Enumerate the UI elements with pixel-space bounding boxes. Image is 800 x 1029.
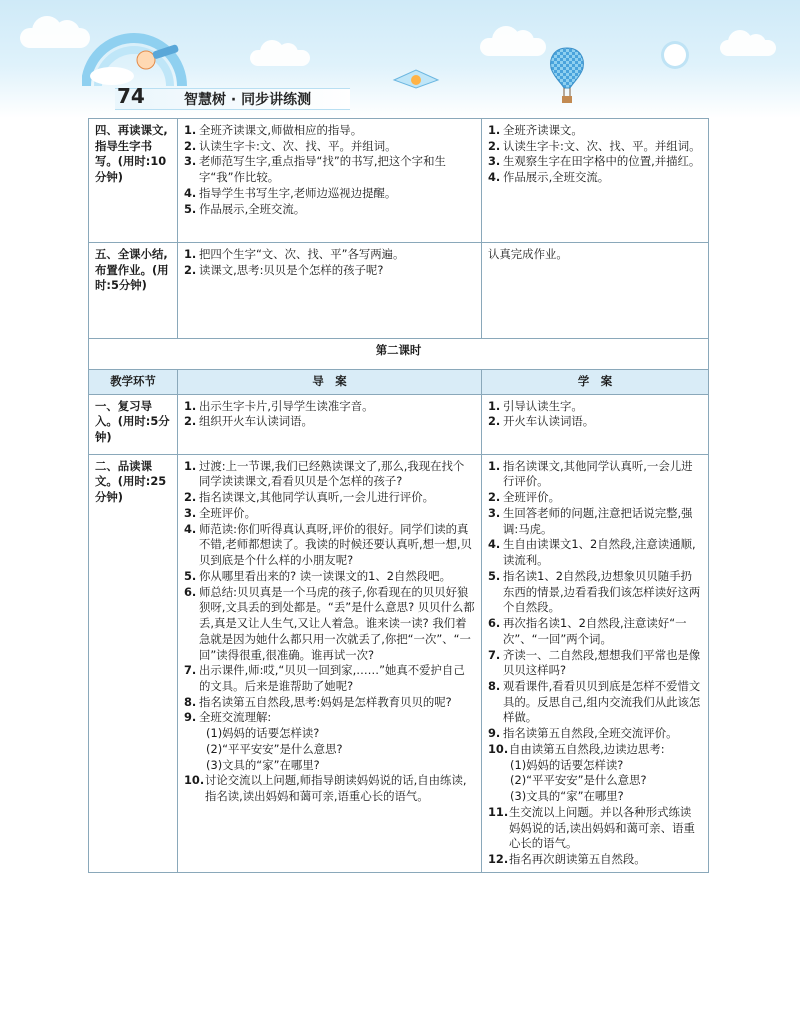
stage-cell: 二、品读课文。(用时:25分钟) bbox=[89, 454, 178, 872]
list-item bbox=[488, 506, 702, 537]
column-header-stage: 教学环节 bbox=[89, 370, 178, 395]
section-title: 第二课时 bbox=[89, 339, 709, 370]
item-text: 过渡:上一节课,我们已经熟读课文了,那么,我现在找个同学读读课文,看看贝贝是个怎样的孩子? bbox=[199, 458, 465, 489]
item-number: 2. bbox=[184, 262, 197, 277]
item-number: 8. bbox=[184, 694, 197, 709]
item-text: 指名读第五自然段,全班交流评价。 bbox=[503, 726, 678, 741]
list-subitem bbox=[184, 758, 475, 774]
list-item bbox=[184, 399, 475, 415]
item-number: 10. bbox=[488, 741, 509, 756]
table-header-row bbox=[89, 370, 709, 395]
list-item bbox=[488, 139, 702, 155]
item-number: 2. bbox=[184, 138, 197, 153]
list-item bbox=[488, 399, 702, 415]
guide-cell bbox=[178, 454, 482, 872]
item-number: 9. bbox=[184, 710, 197, 725]
table-row bbox=[89, 119, 709, 243]
list-item bbox=[184, 459, 475, 490]
item-number: 3. bbox=[488, 505, 501, 520]
item-number: 4. bbox=[488, 170, 501, 185]
item-number: 6. bbox=[488, 616, 501, 631]
item-text: 师范读:你们听得真认真呀,评价的很好。同学们读的真不错,老师都想读了。我读的时候还要认真听,想一想,贝贝到底是个什么样的小朋友呢? bbox=[199, 521, 472, 568]
list-item bbox=[488, 852, 702, 868]
item-text: 再次指名读1、2自然段,注意读好“一次”、“一回”两个词。 bbox=[503, 616, 687, 646]
list-item bbox=[184, 695, 475, 711]
list-item bbox=[184, 569, 475, 585]
list-item bbox=[488, 569, 702, 616]
study-cell bbox=[482, 454, 709, 872]
item-text: 指名读1、2自然段,边想象贝贝随手扔东西的情景,边看看我们该怎样读好这两个自然段。 bbox=[503, 568, 701, 615]
column-header-guide: 导 案 bbox=[178, 370, 482, 395]
list-item bbox=[488, 742, 702, 758]
list-item bbox=[184, 663, 475, 694]
item-number: 6. bbox=[184, 584, 197, 599]
cloud-icon bbox=[250, 50, 310, 66]
list-subitem bbox=[488, 789, 702, 805]
item-text: 出示生字卡片,引导学生读准字音。 bbox=[199, 398, 374, 413]
item-text: 观看课件,看看贝贝到底是怎样不爱惜文具的。反思自己,组内交流我们从此该怎样做。 bbox=[503, 679, 701, 725]
item-text: 认读生字卡:文、次、找、平。并组词。 bbox=[503, 138, 701, 153]
list-item bbox=[184, 123, 475, 139]
item-text: 指导学生书写生字,老师边巡视边提醒。 bbox=[199, 185, 397, 200]
item-text: 全班评价。 bbox=[503, 490, 560, 505]
item-number: 3. bbox=[184, 505, 197, 520]
list-item bbox=[184, 247, 475, 263]
item-number: 2. bbox=[184, 414, 197, 429]
item-text: 生回答老师的问题,注意把话说完整,强调:马虎。 bbox=[503, 505, 693, 536]
item-text: 出示课件,师:哎,“贝贝一回到家,……”她真不爱护自己的文具。后来是谁帮助了她呢? bbox=[199, 663, 465, 694]
item-number: 11. bbox=[488, 804, 509, 819]
item-text: 全班齐读课文。 bbox=[503, 123, 583, 137]
list-item bbox=[184, 490, 475, 506]
list-item bbox=[488, 490, 702, 506]
list-item bbox=[184, 139, 475, 155]
cloud-icon bbox=[480, 38, 546, 56]
item-number: 1. bbox=[184, 123, 197, 137]
item-text: 引导认读生字。 bbox=[503, 398, 583, 413]
item-text: 老师范写生字,重点指导“找”的书写,把这个字和生字“我”作比较。 bbox=[199, 154, 446, 185]
item-number: 1. bbox=[184, 398, 197, 413]
item-number: 2. bbox=[184, 490, 197, 505]
item-number: 1. bbox=[488, 458, 501, 473]
item-text: (1)妈妈的话要怎样读? bbox=[206, 726, 320, 741]
item-text: 作品展示,全班交流。 bbox=[199, 201, 306, 216]
hot-air-balloon-icon bbox=[548, 46, 586, 106]
item-number: 7. bbox=[488, 647, 501, 662]
list-item bbox=[488, 459, 702, 490]
list-subitem bbox=[184, 742, 475, 758]
study-cell bbox=[482, 119, 709, 243]
item-text: (3)文具的“家”在哪里? bbox=[510, 789, 624, 804]
item-number: 2. bbox=[488, 414, 501, 429]
list-item bbox=[488, 805, 702, 852]
item-text: 全班齐读课文,师做相应的指导。 bbox=[199, 123, 363, 137]
list-subitem bbox=[488, 758, 702, 774]
list-item bbox=[184, 585, 475, 664]
list-item bbox=[184, 154, 475, 185]
item-text: 把四个生字“文、次、找、平”各写两遍。 bbox=[199, 247, 405, 261]
page-number: 74 bbox=[117, 84, 145, 108]
book-title: 智慧树 · 同步讲练测 bbox=[184, 92, 312, 108]
stage-cell: 五、全课小结,布置作业。(用时:5分钟) bbox=[89, 243, 178, 339]
item-text: 指名再次朗读第五自然段。 bbox=[509, 852, 646, 867]
list-item bbox=[488, 170, 702, 186]
table-row bbox=[89, 243, 709, 339]
list-item bbox=[184, 263, 475, 279]
study-cell: 认真完成作业。 bbox=[482, 243, 709, 339]
item-number: 9. bbox=[488, 726, 501, 741]
item-number: 5. bbox=[184, 201, 197, 216]
list-item bbox=[488, 123, 702, 139]
item-number: 2. bbox=[488, 490, 501, 505]
item-text: 师总结:贝贝真是一个马虎的孩子,你看现在的贝贝好狼狈呀,文具丢的到处都是。“丢”是什么意思? 贝贝什么都丢,真是又让人生气,又让人着急。谁来读一读? 我们着急就是因为她什么都只用一次就丢了,你把“一次”、“一回”读得很重,很准确。谁再试一次? bbox=[199, 584, 475, 662]
item-text: 指名读课文,其他同学认真听,一会儿进行评价。 bbox=[503, 458, 693, 489]
stage-cell: 一、复习导入。(用时:5分钟) bbox=[89, 394, 178, 454]
item-number: 4. bbox=[184, 521, 197, 536]
item-text: 认读生字卡:文、次、找、平。并组词。 bbox=[199, 138, 397, 153]
guide-cell bbox=[178, 119, 482, 243]
item-text: 开火车认读词语。 bbox=[503, 414, 595, 429]
item-number: 1. bbox=[184, 458, 197, 473]
item-text: (1)妈妈的话要怎样读? bbox=[510, 757, 624, 772]
item-number: 3. bbox=[184, 154, 197, 169]
sun-icon bbox=[664, 44, 686, 66]
header-banner bbox=[0, 0, 800, 118]
item-text: 全班评价。 bbox=[199, 505, 256, 520]
item-number: 12. bbox=[488, 852, 509, 867]
item-text: 作品展示,全班交流。 bbox=[503, 170, 610, 185]
item-text: 你从哪里看出来的? 读一读课文的1、2自然段吧。 bbox=[199, 568, 451, 583]
item-number: 10. bbox=[184, 773, 205, 788]
list-item bbox=[184, 202, 475, 218]
list-item bbox=[184, 506, 475, 522]
list-item bbox=[488, 679, 702, 726]
item-number: 5. bbox=[184, 568, 197, 583]
list-item bbox=[488, 726, 702, 742]
list-item bbox=[184, 522, 475, 569]
item-number: 5. bbox=[488, 568, 501, 583]
column-header-study: 学 案 bbox=[482, 370, 709, 395]
item-text: 生自由读课文1、2自然段,注意读通顺,读流利。 bbox=[503, 537, 696, 568]
kite-icon bbox=[392, 66, 440, 98]
item-number: 4. bbox=[488, 537, 501, 552]
item-number: 3. bbox=[488, 154, 501, 169]
list-subitem bbox=[488, 773, 702, 789]
list-item bbox=[184, 773, 475, 804]
item-number: 8. bbox=[488, 679, 501, 694]
item-text: (3)文具的“家”在哪里? bbox=[206, 757, 320, 772]
item-text: 齐读一、二自然段,想想我们平常也是像贝贝这样吗? bbox=[503, 647, 701, 678]
item-text: 生交流以上问题。并以各种形式练读妈妈说的话,读出妈妈和蔼可亲、语重心长的语气。 bbox=[509, 804, 695, 851]
study-cell bbox=[482, 394, 709, 454]
item-number: 1. bbox=[488, 123, 501, 137]
item-number: 2. bbox=[488, 138, 501, 153]
item-number: 1. bbox=[488, 398, 501, 413]
list-item bbox=[184, 414, 475, 430]
item-text: 生观察生字在田字格中的位置,并描红。 bbox=[503, 154, 701, 169]
table-row bbox=[89, 339, 709, 370]
item-text: (2)“平平安安”是什么意思? bbox=[206, 741, 343, 756]
list-subitem bbox=[184, 726, 475, 742]
list-item bbox=[488, 616, 702, 647]
list-item bbox=[488, 648, 702, 679]
cloud-icon bbox=[20, 28, 90, 48]
item-text: 自由读第五自然段,边读边思考: bbox=[509, 741, 665, 756]
list-item bbox=[488, 414, 702, 430]
list-item bbox=[184, 710, 475, 726]
table-row bbox=[89, 394, 709, 454]
cloud-icon bbox=[720, 40, 776, 56]
table-row bbox=[89, 454, 709, 872]
lesson-plan-table bbox=[88, 118, 709, 873]
stage-cell: 四、再读课文,指导生字书写。(用时:10分钟) bbox=[89, 119, 178, 243]
item-number: 4. bbox=[184, 185, 197, 200]
item-text: 指名读课文,其他同学认真听,一会儿进行评价。 bbox=[199, 490, 435, 505]
list-item bbox=[184, 186, 475, 202]
list-item bbox=[488, 537, 702, 568]
item-text: 组织开火车认读词语。 bbox=[199, 414, 313, 429]
item-number: 1. bbox=[184, 247, 197, 261]
item-number: 7. bbox=[184, 663, 197, 678]
rainbow-telescope-icon bbox=[82, 30, 192, 88]
item-text: 读课文,思考:贝贝是个怎样的孩子呢? bbox=[199, 262, 384, 277]
guide-cell bbox=[178, 243, 482, 339]
list-item bbox=[488, 154, 702, 170]
item-text: 全班交流理解: bbox=[199, 710, 272, 725]
item-text: 指名读第五自然段,思考:妈妈是怎样教育贝贝的呢? bbox=[199, 694, 452, 709]
item-text: (2)“平平安安”是什么意思? bbox=[510, 773, 647, 788]
guide-cell bbox=[178, 394, 482, 454]
item-text: 讨论交流以上问题,师指导朗读妈妈说的话,自由练读,指名读,读出妈妈和蔼可亲,语重心长的语气。 bbox=[205, 773, 467, 804]
